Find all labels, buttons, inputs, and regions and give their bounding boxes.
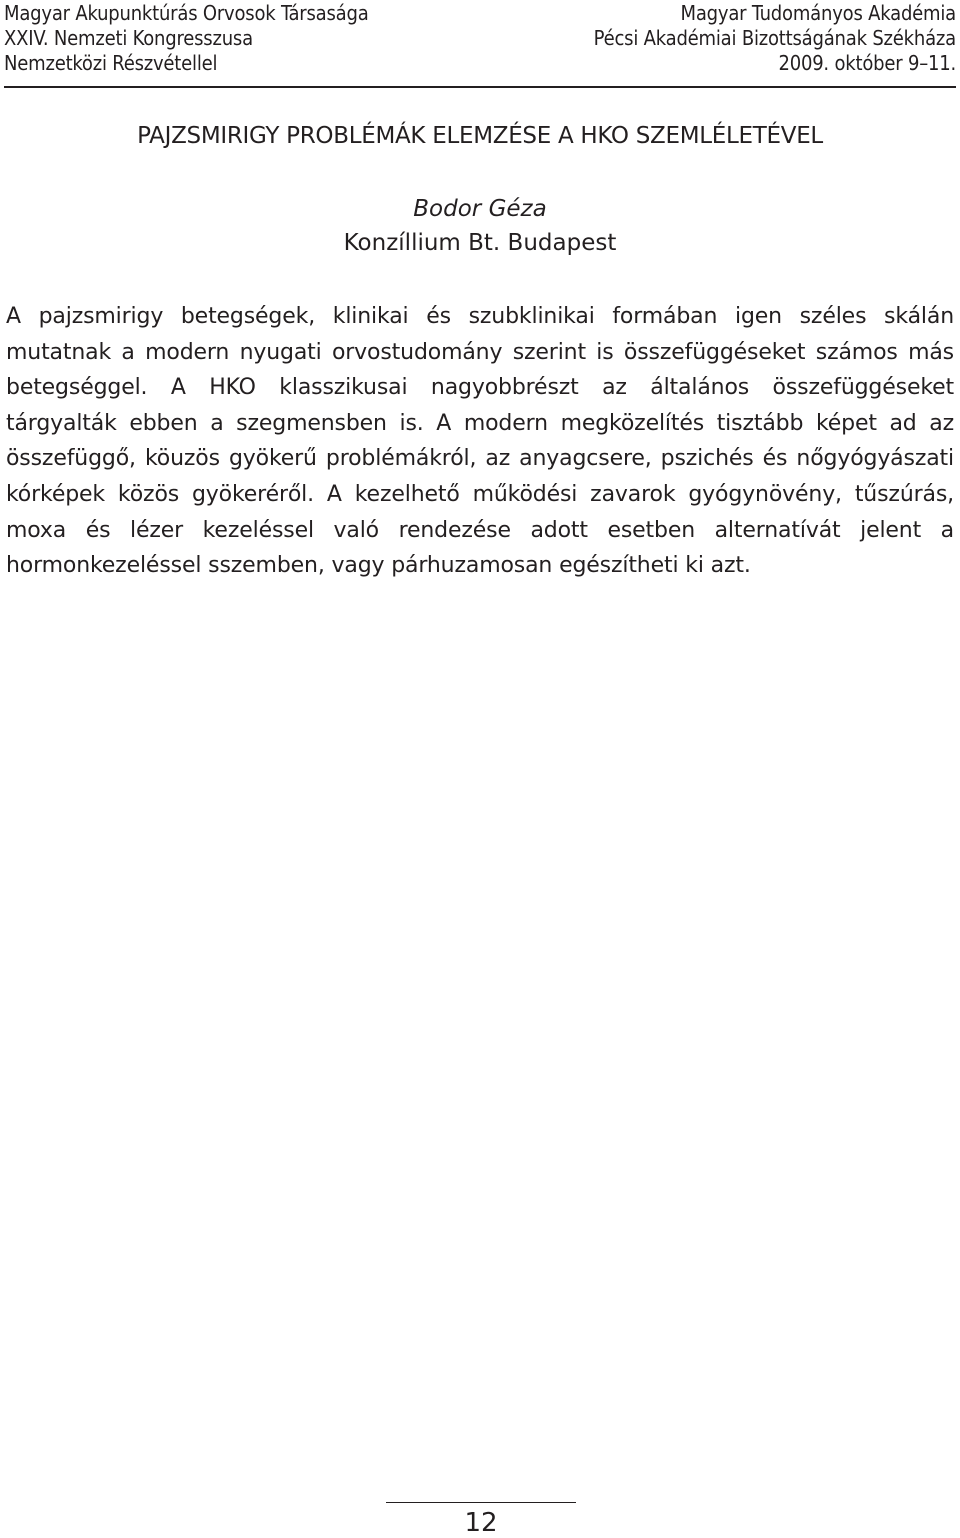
organizer-name: Magyar Akupunktúrás Orvosok Társasága <box>4 1 369 25</box>
footer-divider <box>386 1502 576 1503</box>
venue-building: Pécsi Akadémiai Bizottságának Székháza <box>593 26 956 50</box>
congress-name: XXIV. Nemzeti Kongresszusa <box>4 26 253 50</box>
participation-note: Nemzetközi Részvétellel <box>4 51 218 75</box>
conference-header <box>4 0 956 88</box>
organizer-block <box>4 1 369 76</box>
abstract-paragraph: A pajzsmirigy betegségek, klinikai és szubklinikai formában igen széles skálán mutatnak a modern nyugati orvostudomány szerint is összefüggéseket számos más betegséggel. A HKO klasszikusai nagyobbrészt az általános összefüggéseket tárgyalták ebben a szegmensben is. A modern megközelítés tisztább képet ad az összefüggő, köuzös gyökerű problémákról, az anyagcsere, pszichés és nőgyógyászati kórképek közös gyökeréről. A kezelhető működési zavarok gyógynövény, tűszúrás, moxa és lézer kezeléssel való rendezése adott esetben alternatívát jelent a hormonkezeléssel sszemben, vagy párhuzamosan egészítheti ki azt. <box>6 304 954 579</box>
venue-institution: Magyar Tudományos Akadémia <box>680 1 956 25</box>
author-name: Bodor Géza <box>413 196 547 222</box>
page-number: 12 <box>464 1508 498 1538</box>
venue-block <box>594 1 956 76</box>
event-date: 2009. október 9–11. <box>778 51 956 75</box>
article-title: PAJZSMIRIGY PROBLÉMÁK ELEMZÉSE A HKO SZEMLÉLETÉVEL <box>137 123 823 149</box>
author-affiliation: Konzíllium Bt. Budapest <box>343 230 617 256</box>
